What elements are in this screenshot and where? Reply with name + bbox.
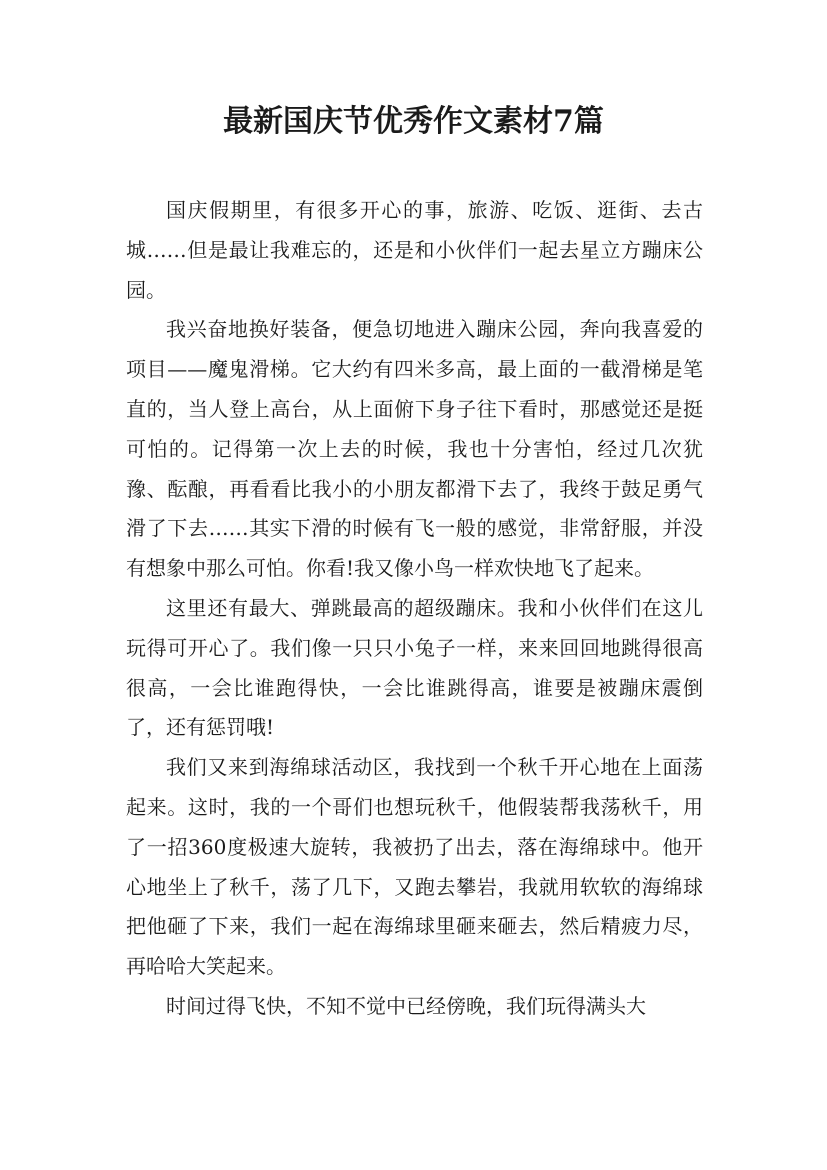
paragraph-2: 我兴奋地换好装备，便急切地进入蹦床公园，奔向我喜爱的项目——魔鬼滑梯。它大约有四米多高，最上面的一截滑梯是笔直的，当人登上高台，从上面俯下身子往下看时，那感觉还是挺可怕的。记得第一次上去的时候，我也十分害怕，经过几次犹豫、酝酿，再看看比我小的小朋友都滑下去了，我终于鼓足勇气滑了下去……其实下滑的时候有飞一般的感觉，非常舒服，并没有想象中那么可怕。你看!我又像小鸟一样欢快地飞了起来。 bbox=[126, 317, 703, 581]
paragraph-1: 国庆假期里，有很多开心的事，旅游、吃饭、逛街、去古城……但是最让我难忘的，还是和小伙伴们一起去星立方蹦床公园。 bbox=[126, 198, 703, 302]
paragraph-4: 我们又来到海绵球活动区，我找到一个秋千开心地在上面荡起来。这时，我的一个哥们也想玩秋千，他假装帮我荡秋千，用了一招360度极速大旋转，我被扔了出去，落在海绵球中。他开心地坐上了秋千，荡了几下，又跑去攀岩，我就用软软的海绵球把他砸了下来，我们一起在海绵球里砸来砸去，然后精疲力尽，再哈哈大笑起来。 bbox=[126, 755, 703, 979]
paragraph-5: 时间过得飞快，不知不觉中已经傍晚，我们玩得满头大 bbox=[166, 993, 646, 1018]
document-title: 最新国庆节优秀作文素材7篇 bbox=[223, 104, 604, 139]
document-body bbox=[126, 191, 703, 1027]
paragraph-3: 这里还有最大、弹跳最高的超级蹦床。我和小伙伴们在这儿玩得可开心了。我们像一只只小兔子一样，来来回回地跳得很高很高，一会比谁跑得快，一会比谁跳得高，谁要是被蹦床震倒了，还有惩罚哦! bbox=[126, 595, 703, 740]
